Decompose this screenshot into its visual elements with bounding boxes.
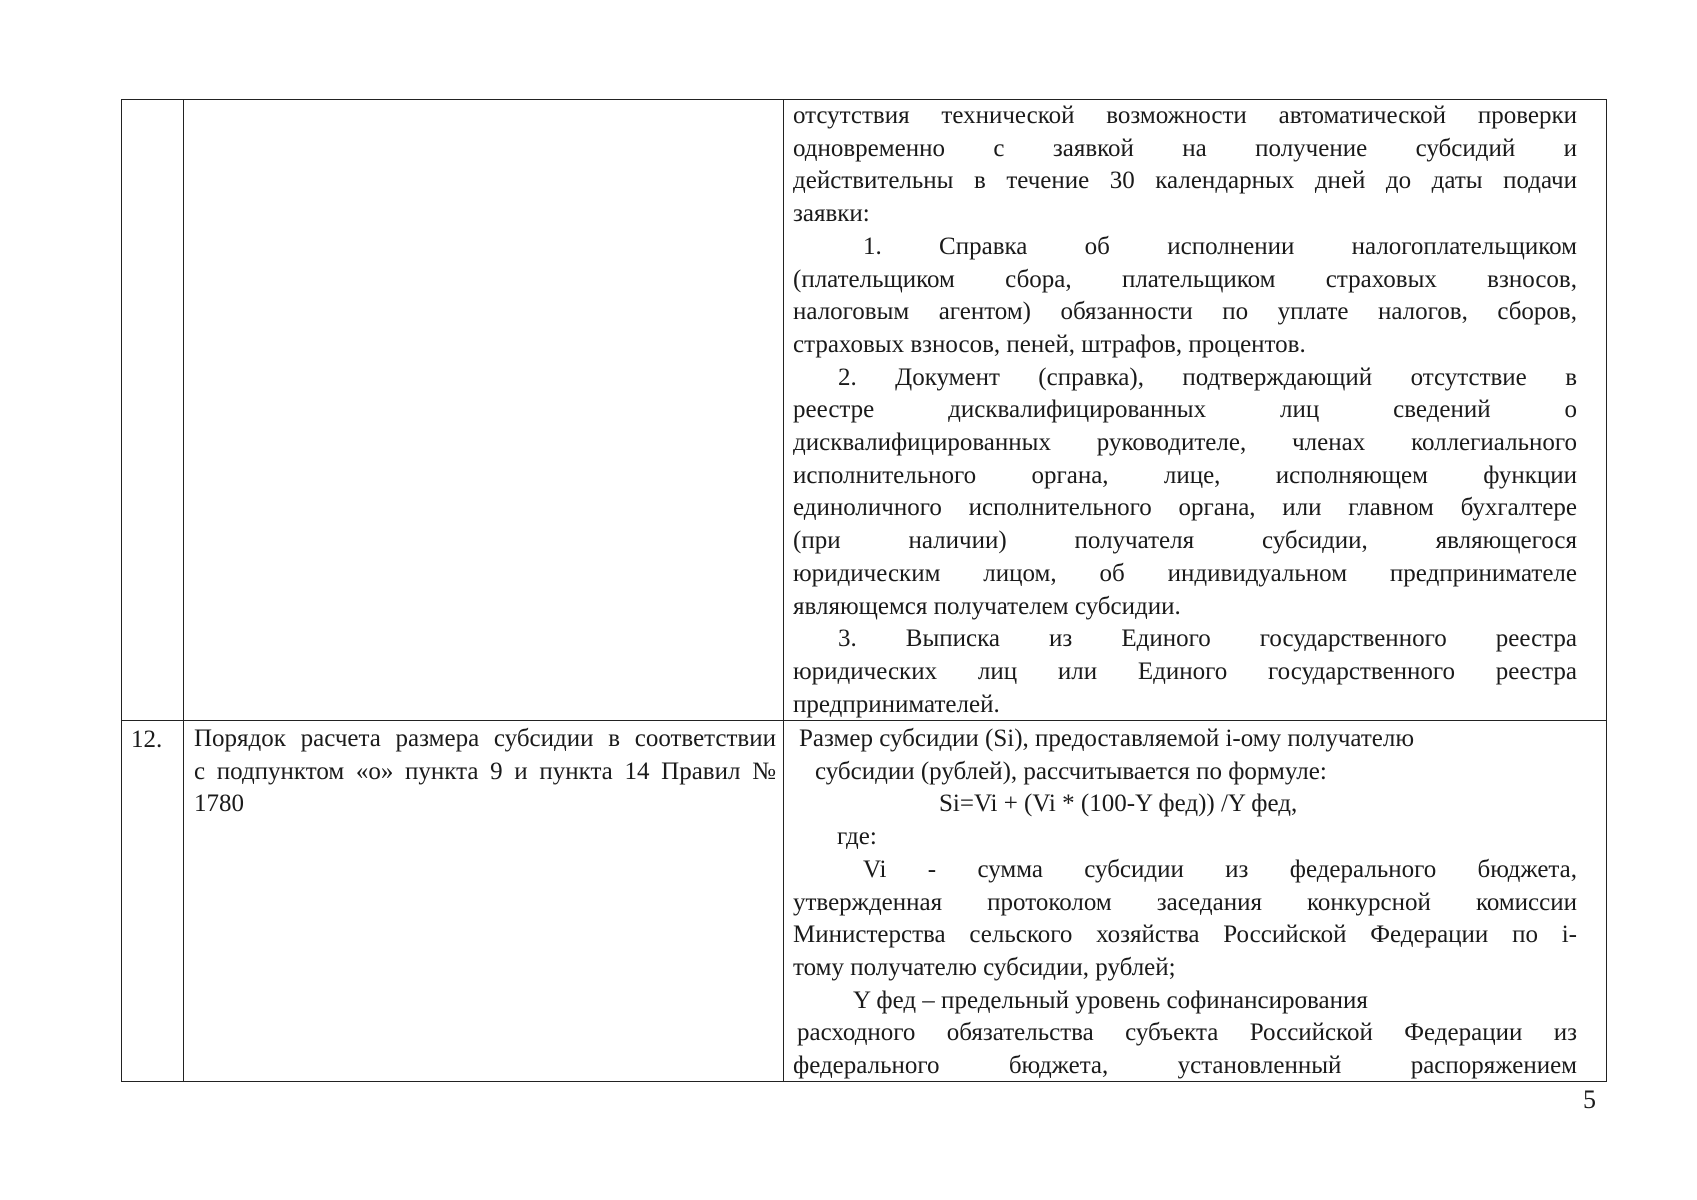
page-number: 5 xyxy=(1583,1085,1596,1114)
column-divider-2 xyxy=(783,100,784,1081)
yfed-definition-line: Y фед – предельный уровень софинансирования xyxy=(853,986,1368,1014)
text-line: одновременно с заявкой на получение субсидий и xyxy=(793,134,1577,162)
list-item-1-line: (плательщиком сбора, плательщиком страховых взносов, xyxy=(793,265,1577,293)
list-item-2-line: являющемся получателем субсидии. xyxy=(793,592,1181,620)
list-item-1-line: налоговым агентом) обязанности по уплате налогов, сборов, xyxy=(793,298,1577,326)
list-item-2-line: единоличного исполнительного органа, или главном бухгалтере xyxy=(793,494,1577,522)
list-item-3-line: юридических лиц или Единого государственного реестра xyxy=(793,657,1577,685)
prev-row-content xyxy=(793,100,1577,721)
yfed-definition-line: федерального бюджета, установленный распоряжением xyxy=(793,1052,1577,1080)
vi-definition-line: утвержденная протоколом заседания конкурсной комиссии xyxy=(793,888,1577,916)
title-line: 1780 xyxy=(194,790,244,818)
intro-line: Размер субсидии (Si), предоставляемой i-ому получателю xyxy=(799,725,1415,752)
text-line: заявки: xyxy=(793,200,870,228)
row-number: 12. xyxy=(131,726,163,753)
title-line: с подпунктом «о» пункта 9 и пункта 14 Правил № xyxy=(194,757,776,785)
list-item-1-line: страховых взносов, пеней, штрафов, процентов. xyxy=(793,330,1306,358)
list-item-2-line: 2. Документ (справка), подтверждающий отсутствие в xyxy=(838,363,1577,391)
list-item-3-line: предпринимателей. xyxy=(793,690,1000,718)
list-item-2-line: юридическим лицом, об индивидуальном предпринимателе xyxy=(793,559,1577,587)
row12-title xyxy=(194,723,776,821)
formula: Si=Vi + (Vi * (100-Y фед)) /Y фед, xyxy=(939,790,1298,818)
title-line: Порядок расчета размера субсидии в соответствии xyxy=(194,725,776,752)
vi-definition-line: тому получателю субсидии, рублей; xyxy=(793,953,1176,981)
text-line: отсутствия технической возможности автоматической проверки xyxy=(793,102,1577,129)
list-item-2-line: дисквалифицированных руководителе, членах коллегиального xyxy=(793,429,1577,457)
list-item-2-line: реестре дисквалифицированных лиц сведений о xyxy=(793,396,1577,424)
intro-line: субсидии (рублей), рассчитывается по формуле: xyxy=(815,757,1327,785)
list-item-2-line: (при наличии) получателя субсидии, являющегося xyxy=(793,527,1577,555)
yfed-definition-line: расходного обязательства субъекта Российской Федерации из xyxy=(797,1019,1577,1047)
row12-content xyxy=(793,723,1577,1083)
document-table xyxy=(121,99,1607,1082)
vi-definition-line: Vi - сумма субсидии из федерального бюджета, xyxy=(863,855,1577,883)
list-item-1-line: 1. Справка об исполнении налогоплательщиком xyxy=(863,232,1577,260)
column-divider-1 xyxy=(183,100,184,1081)
vi-definition-line: Министерства сельского хозяйства Российской Федерации по i- xyxy=(793,921,1577,949)
where-label: где: xyxy=(837,823,877,851)
list-item-3-line: 3. Выписка из Единого государственного реестра xyxy=(838,625,1577,653)
text-line: действительны в течение 30 календарных дней до даты подачи xyxy=(793,167,1577,195)
list-item-2-line: исполнительного органа, лице, исполняющем функции xyxy=(793,461,1577,489)
